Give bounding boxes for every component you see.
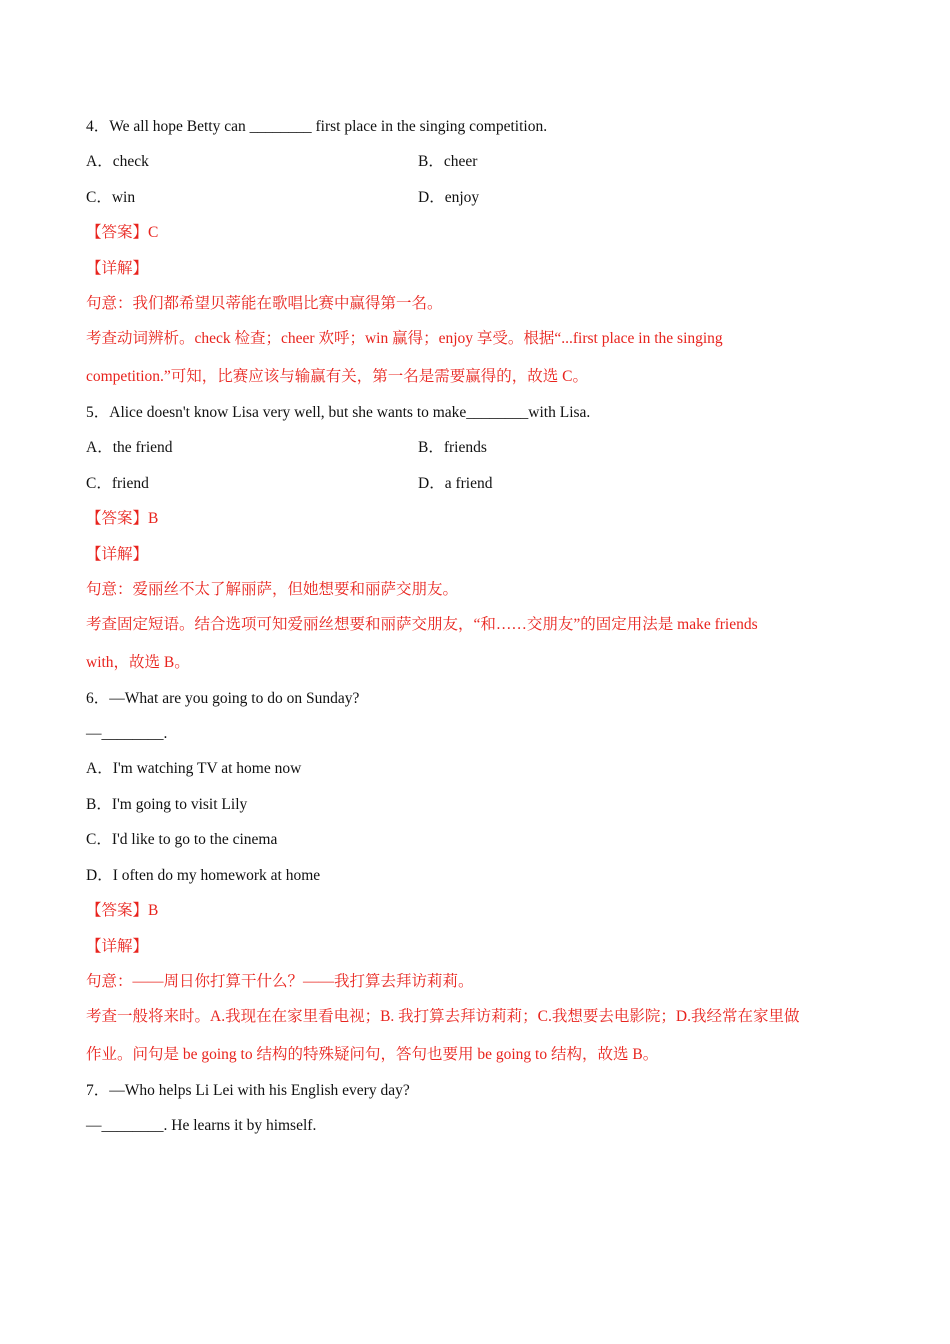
q6-option-c: C．I'd like to go to the cinema	[86, 831, 278, 848]
q5-detail-label: 【详解】	[86, 546, 149, 563]
q5-option-c: C．friend	[86, 475, 149, 492]
q7-blank: —________. He learns it by himself.	[86, 1117, 317, 1134]
q6-option-b: B．I'm going to visit Lily	[86, 796, 248, 813]
q4-option-d: D．enjoy	[418, 189, 480, 206]
q5-option-b: B．friends	[418, 439, 487, 456]
q6-option-d: D．I often do my homework at home	[86, 867, 321, 884]
q4-option-b: B．cheer	[418, 153, 478, 170]
q6-answer: 【答案】B	[86, 902, 159, 919]
q4-meaning: 句意：我们都希望贝蒂能在歌唱比赛中赢得第一名。	[86, 295, 443, 312]
q4-stem: 4．We all hope Betty can ________ first place in the singing competition.	[86, 118, 548, 135]
q4-analysis-line-1: 考查动词辨析。check 检查；cheer 欢呼；win 赢得；enjoy 享受。根据“...first place in the singing	[86, 330, 723, 347]
q5-analysis-line-1: 考查固定短语。结合选项可知爱丽丝想要和丽萨交朋友，“和……交朋友”的固定用法是 make friends	[86, 616, 758, 633]
q6-meaning: 句意：——周日你打算干什么？——我打算去拜访莉莉。	[86, 973, 474, 990]
q6-stem: 6．—What are you going to do on Sunday?	[86, 690, 360, 707]
q5-option-a: A．the friend	[86, 439, 173, 456]
q4-detail-label: 【详解】	[86, 260, 149, 277]
q4-answer: 【答案】C	[86, 224, 159, 241]
q4-analysis-line-2: competition.”可知，比赛应该与输赢有关，第一名是需要赢得的，故选 C。	[86, 368, 589, 385]
q5-answer: 【答案】B	[86, 510, 159, 527]
q6-blank: —________.	[86, 725, 168, 742]
q6-analysis-line-2: 作业。问句是 be going to 结构的特殊疑问句，答句也要用 be going to 结构，故选 B。	[86, 1046, 659, 1063]
q5-stem: 5．Alice doesn't know Lisa very well, but she wants to make________with Lisa.	[86, 404, 591, 421]
q5-meaning: 句意：爱丽丝不太了解丽萨，但她想要和丽萨交朋友。	[86, 581, 459, 598]
q6-detail-label: 【详解】	[86, 938, 149, 955]
q7-stem: 7．—Who helps Li Lei with his English every day?	[86, 1082, 410, 1099]
q5-option-d: D．a friend	[418, 475, 493, 492]
q6-option-a: A．I'm watching TV at home now	[86, 760, 302, 777]
q5-analysis-line-2: with，故选 B。	[86, 654, 190, 671]
q4-option-a: A．check	[86, 153, 149, 170]
q6-analysis-line-1: 考查一般将来时。A.我现在在家里看电视；B. 我打算去拜访莉莉；C.我想要去电影院；D.我经常在家里做	[86, 1008, 800, 1025]
q4-option-c: C．win	[86, 189, 136, 206]
